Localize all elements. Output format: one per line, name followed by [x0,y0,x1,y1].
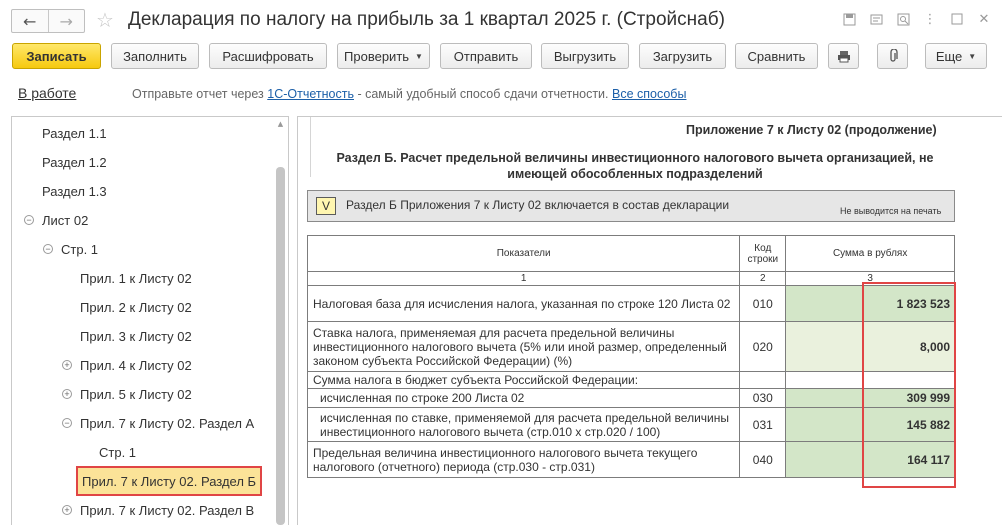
table-row [308,442,955,478]
collapse-icon[interactable]: − [62,418,72,428]
tree-item-label: Прил. 7 к Листу 02. Раздел А [80,415,255,431]
save-button[interactable]: Записать [12,43,101,69]
decode-button[interactable]: Расшифровать [209,43,327,69]
attach-button[interactable] [877,43,908,69]
link-icon[interactable] [868,11,884,27]
paperclip-icon [887,49,899,63]
tree-item[interactable]: Прил. 2 к Листу 02 [80,299,192,315]
chevron-down-icon: ▼ [968,51,977,61]
import-button[interactable]: Загрузить [639,43,726,69]
row-label: Сумма налога в бюджет субъекта Российской Федерации: [308,372,740,389]
report-document [297,116,1002,525]
expand-icon[interactable]: + [62,505,72,515]
tree-scrollbar[interactable] [276,167,285,525]
column-number: 2 [740,272,786,286]
sum-cell[interactable]: 164 117 [786,442,955,478]
more-button-label: Еще [935,48,963,64]
row-label: исчисленная по ставке, применяемой для расчета предельной величины инвестиционного налогового вычета (стр.010 х стр.020 / 100) [308,408,740,442]
tree-item[interactable] [43,238,98,260]
row-label: Ставка налога, применяемая для расчета предельной величины инвестиционного налогового вычета (5% или иной размер, определенный законом субъекта Российской Федерации) (%) [308,322,740,372]
tree-item[interactable]: Раздел 1.2 [42,154,107,170]
tree-item[interactable] [62,354,192,376]
send-button[interactable]: Отправить [440,43,532,69]
column-header: Показатели [308,236,740,272]
sum-cell[interactable]: 1 823 523 [786,286,955,322]
more-button[interactable] [925,43,987,69]
tree-item-label: Стр. 1 [61,241,99,257]
all-methods-link[interactable]: Все способы [611,87,687,101]
tree-item[interactable]: Раздел 1.3 [42,183,107,199]
window-title: Декларация по налогу на прибыль за 1 квартал 2025 г. (Стройснаб) [128,9,725,30]
row-code: 020 [740,322,786,372]
chevron-down-icon: ▼ [415,51,423,61]
row-code [740,372,786,389]
section-title: Раздел Б. Расчет предельной величины инвестиционного налогового вычета организацией, не имеющей обособленных подразделений [336,151,934,181]
tree-item-label: Прил. 5 к Листу 02 [80,386,192,402]
include-text: Раздел Б Приложения 7 к Листу 02 включается в состав декларации [346,198,730,212]
tree-item-label: Лист 02 [42,212,89,228]
tree-item[interactable]: Раздел 1.1 [42,125,107,141]
tree-item-selected[interactable]: Прил. 7 к Листу 02. Раздел Б [78,468,260,494]
tree-item-label: Прил. 7 к Листу 02. Раздел В [80,502,255,518]
collapse-icon[interactable]: − [24,215,34,225]
tree-item-label: Прил. 4 к Листу 02 [80,357,192,373]
check-button[interactable] [337,43,430,69]
info-line [0,82,1002,106]
status-link[interactable]: В работе [18,85,77,101]
hint-text [132,87,686,101]
column-header: Код строки [740,236,786,272]
1c-reporting-link[interactable]: 1С-Отчетность [267,87,354,101]
table-row [308,322,955,372]
tree-item[interactable] [62,499,254,521]
tree-item[interactable] [62,383,192,405]
back-button[interactable]: ← [23,11,37,31]
sum-cell[interactable]: 8,000 [786,322,955,372]
close-icon[interactable]: ✕ [978,11,990,27]
title-bar [0,0,1002,40]
print-button[interactable] [828,43,859,69]
no-print-note: Не выводится на печать [840,206,942,216]
table-row [308,372,955,389]
include-checkbox[interactable]: V [316,197,336,215]
column-number: 1 [308,272,740,286]
row-code: 030 [740,389,786,408]
star-icon[interactable]: ☆ [96,8,114,32]
sum-cell[interactable]: 145 882 [786,408,955,442]
column-number: 3 [786,272,955,286]
appendix-title: Приложение 7 к Листу 02 (продолжение) [686,123,937,137]
row-code: 031 [740,408,786,442]
forward-button[interactable]: → [48,10,85,32]
row-code: 010 [740,286,786,322]
expand-icon[interactable]: + [62,360,72,370]
printer-icon [837,50,851,63]
tree-item[interactable]: Прил. 1 к Листу 02 [80,270,192,286]
fill-button[interactable]: Заполнить [111,43,199,69]
tree-item[interactable]: Стр. 1 [99,444,137,460]
column-header: Сумма в рублях [786,236,955,272]
compare-button[interactable]: Сравнить [735,43,818,69]
include-section-box [307,190,955,222]
row-label: Налоговая база для исчисления налога, указанная по строке 120 Листа 02 [308,286,740,322]
scroll-up-icon[interactable]: ▲ [277,120,284,128]
expand-icon[interactable]: + [62,389,72,399]
indicators-table [307,235,955,478]
row-code: 040 [740,442,786,478]
empty-cell [786,372,955,389]
check-button-label: Проверить [344,48,410,64]
command-bar [0,43,1002,71]
tree-item[interactable] [62,412,254,434]
maximize-icon[interactable] [949,11,965,27]
row-label: Предельная величина инвестиционного налогового вычета текущего налогового (отчетного) периода (стр.030 - стр.031) [308,442,740,478]
hint-middle: - самый удобный способ сдачи отчетности. [353,87,612,101]
table-row [308,389,955,408]
sum-cell[interactable]: 309 999 [786,389,955,408]
table-row [308,286,955,322]
tree-item[interactable] [24,209,88,231]
export-button[interactable]: Выгрузить [541,43,629,69]
sections-tree [11,116,289,525]
tree-item[interactable]: Прил. 3 к Листу 02 [80,328,192,344]
search-icon[interactable] [895,11,911,27]
row-label: исчисленная по строке 200 Листа 02 [308,389,740,408]
hint-prefix: Отправьте отчет через [132,87,268,101]
navigation-buttons [11,9,85,33]
collapse-icon[interactable]: − [43,244,53,254]
save-icon[interactable] [841,11,857,27]
window-controls [841,11,992,27]
table-row [308,408,955,442]
menu-icon[interactable]: ⋮ [923,11,937,27]
